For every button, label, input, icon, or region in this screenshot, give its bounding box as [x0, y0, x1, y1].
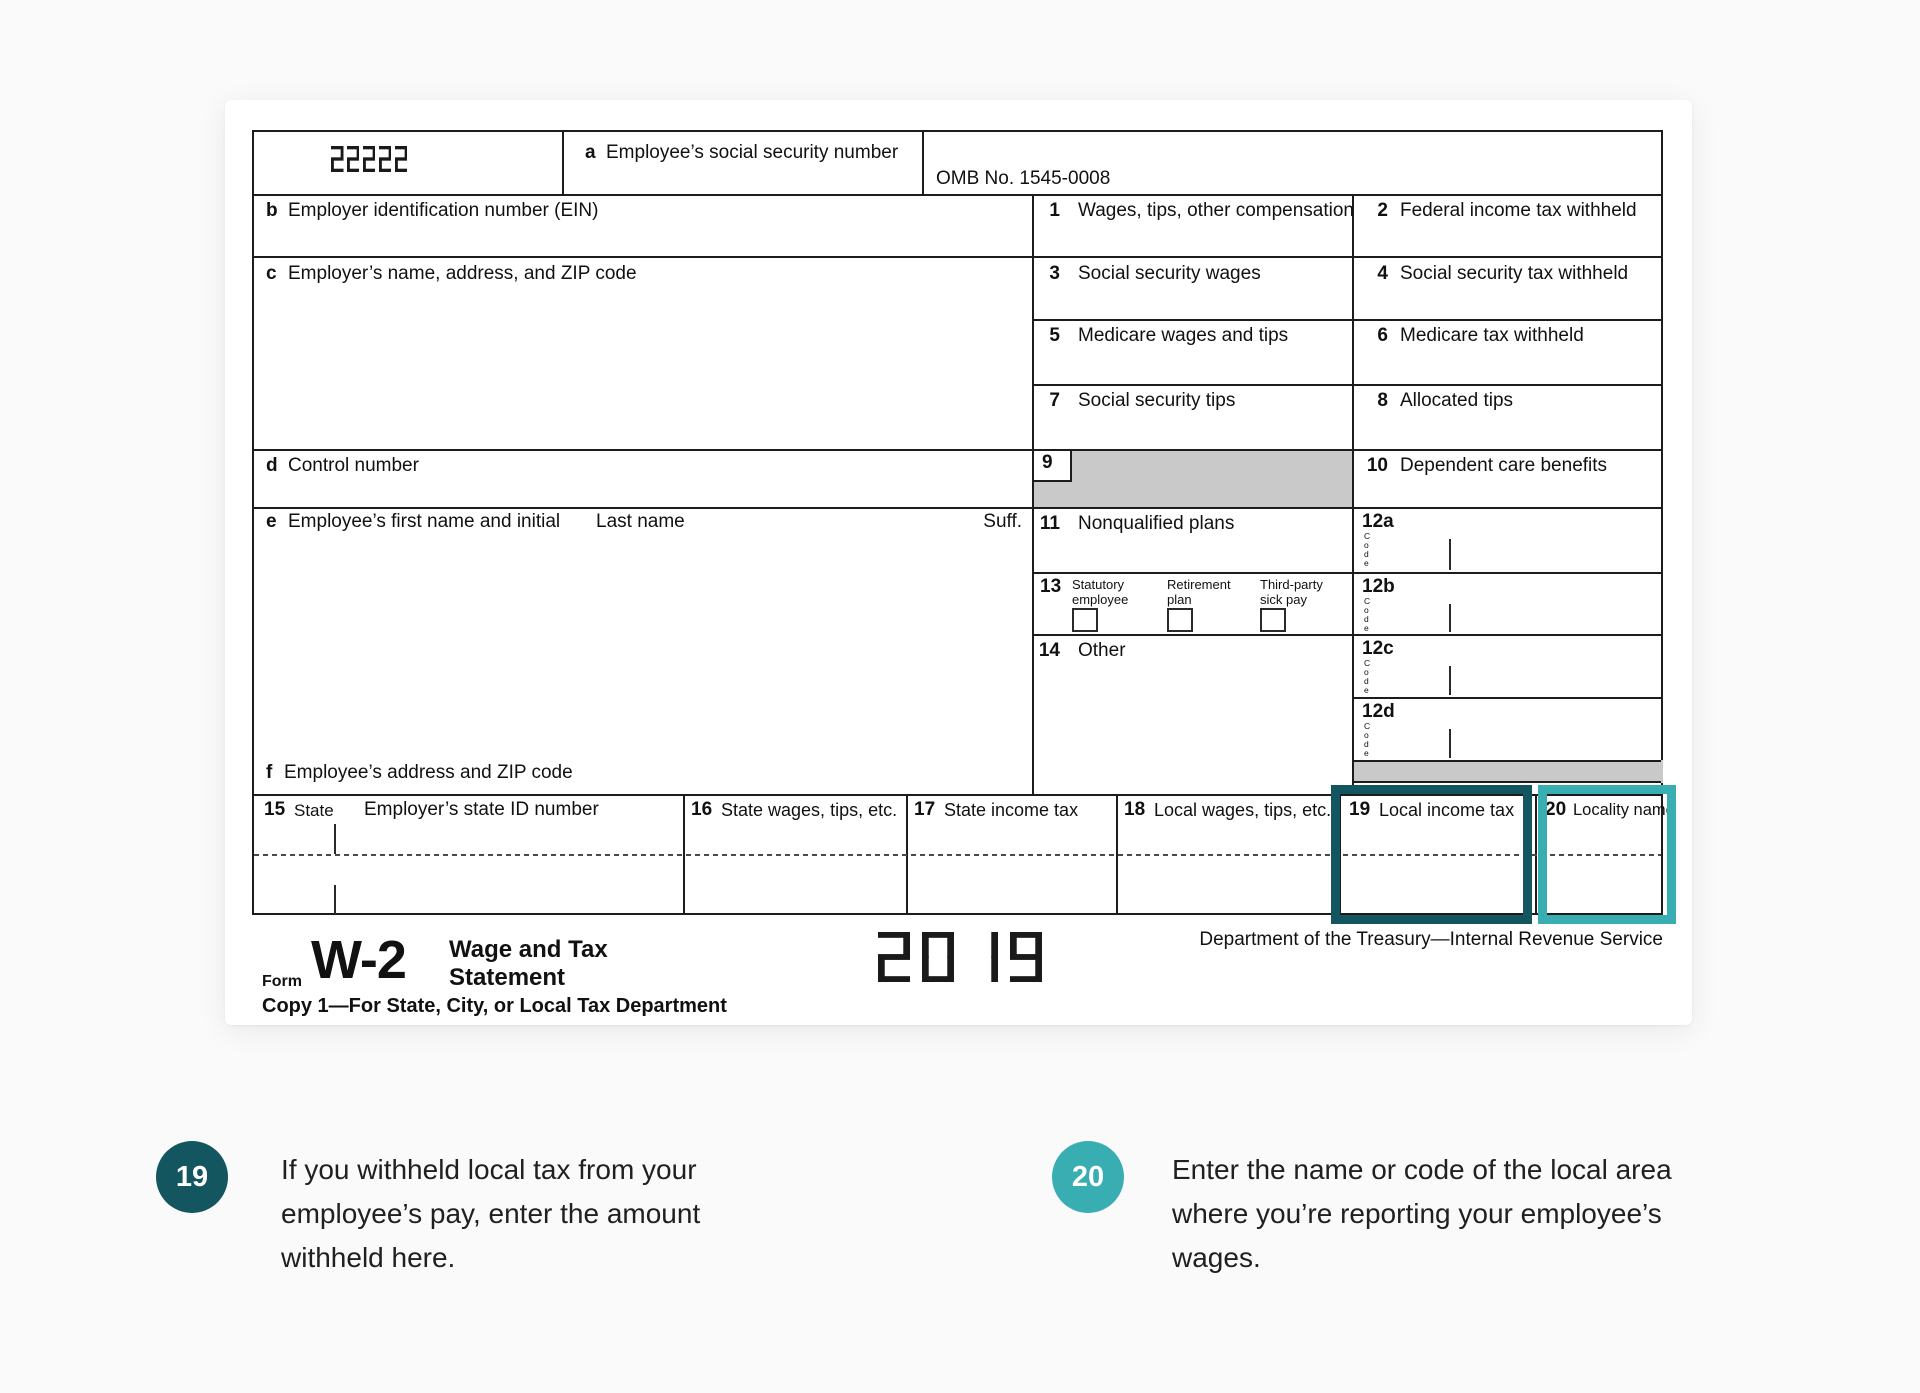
box-20-label: Locality name: [1573, 801, 1675, 819]
grid-line: [1032, 634, 1661, 636]
box-e-last-name-label: Last name: [596, 511, 685, 532]
box-12c-code-label: Code: [1364, 658, 1371, 695]
box-b-letter: b: [266, 200, 278, 221]
box-12c-divider-tick: [1449, 666, 1451, 695]
seg-digit: [363, 146, 376, 172]
annotation-20-circle: [1052, 1141, 1124, 1213]
retirement-plan-checkbox: [1167, 608, 1193, 632]
box-9-number: 9: [1032, 449, 1072, 482]
box-10-number: 10: [1366, 455, 1388, 476]
box-18-number: 18: [1124, 799, 1146, 820]
form-name-w2: W-2: [311, 930, 406, 990]
box-17-label: State income tax: [944, 800, 1079, 820]
box-13-retirement-plan-label: Retirement plan: [1167, 577, 1231, 607]
annotation-20-line3: wages.: [1172, 1242, 1261, 1273]
box-2-number: 2: [1377, 200, 1388, 221]
seg-digit: [331, 146, 344, 172]
grid-line: [254, 256, 1661, 258]
box-19-highlight: [1331, 785, 1532, 924]
seg-digit: [966, 932, 998, 982]
grid-line: [1032, 194, 1034, 794]
grid-line: [1032, 572, 1661, 574]
box-4-number: 4: [1377, 263, 1388, 284]
box-13-third-party-sick-pay-label: Third-party sick pay: [1260, 577, 1323, 607]
box-12c-number: 12c: [1362, 638, 1394, 659]
box-18-label: Local wages, tips, etc.: [1154, 800, 1332, 820]
annotation-20-line2: where you’re reporting your employee’s: [1172, 1198, 1662, 1229]
statutory-employee-checkbox: [1072, 608, 1098, 632]
box-7-label: Social security tips: [1078, 390, 1236, 411]
annotation-19-text: [281, 1148, 700, 1280]
copy-line: Copy 1—For State, City, or Local Tax Department: [262, 995, 727, 1017]
annotation-19-line2: employee’s pay, enter the amount: [281, 1198, 701, 1229]
annotation-19-circle: [156, 1141, 228, 1213]
box-a-letter: a: [585, 142, 596, 163]
grid-line: [922, 132, 924, 194]
box-19-number: 19: [1349, 799, 1371, 820]
shaded-strip: [1352, 760, 1663, 783]
form-title-line2: Statement: [449, 964, 566, 991]
box-14-number: 14: [1038, 640, 1060, 661]
grid-line: [562, 132, 564, 194]
seg-digit: [347, 146, 360, 172]
box-c-letter: c: [266, 263, 277, 284]
box-10-label: Dependent care benefits: [1400, 455, 1608, 476]
box-12d-divider-tick: [1449, 729, 1451, 758]
seg-digit: [878, 932, 910, 982]
control-code-22222: [331, 146, 407, 172]
box-6-label: Medicare tax withheld: [1400, 325, 1584, 346]
box-d-letter: d: [266, 455, 278, 476]
box-15-state-divider-tick: [334, 885, 336, 914]
annotation-20-circle-number: 20: [1071, 1160, 1105, 1193]
annotation-20-line1: Enter the name or code of the local area: [1172, 1154, 1672, 1185]
box-2-label: Federal income tax withheld: [1400, 200, 1637, 221]
box-f-label: Employee’s address and ZIP code: [284, 762, 573, 783]
seg-digit: [379, 146, 392, 172]
box-19-label: Local income tax: [1379, 800, 1515, 820]
grid-line: [1352, 194, 1354, 794]
box-12b-divider-tick: [1449, 604, 1451, 632]
box-13-statutory-employee-label: Statutory employee: [1072, 577, 1129, 607]
box-d-label: Control number: [288, 455, 419, 476]
seg-digit: [395, 146, 408, 172]
box-8-number: 8: [1377, 390, 1388, 411]
box-e-suffix-label: Suff.: [983, 511, 1022, 532]
box-14-label: Other: [1078, 640, 1126, 661]
box-11-label: Nonqualified plans: [1078, 513, 1235, 534]
grid-line: [1032, 319, 1661, 321]
box-8-label: Allocated tips: [1400, 390, 1514, 411]
box-a-label: Employee’s social security number: [606, 142, 899, 163]
box-15-number: 15: [264, 799, 286, 820]
omb-number: OMB No. 1545-0008: [936, 168, 1111, 189]
grid-line: [254, 449, 1661, 451]
box-1-label: Wages, tips, other compensation: [1078, 200, 1354, 221]
box-3-number: 3: [1049, 263, 1060, 284]
box-1-number: 1: [1049, 200, 1060, 221]
box-e-letter: e: [266, 511, 277, 532]
annotation-19-line1: If you withheld local tax from your: [281, 1154, 697, 1185]
box-15-employer-state-id-label: Employer’s state ID number: [364, 799, 599, 820]
box-12a-number: 12a: [1362, 511, 1394, 532]
box-16-number: 16: [691, 799, 713, 820]
box-12a-divider-tick: [1449, 539, 1451, 570]
box-20-highlight: [1538, 785, 1676, 924]
box-6-number: 6: [1377, 325, 1388, 346]
box-c-label: Employer’s name, address, and ZIP code: [288, 263, 637, 284]
seg-digit: [922, 932, 954, 982]
annotation-20-text: [1172, 1148, 1672, 1280]
form-word: Form: [262, 973, 302, 990]
box-15-state-divider-tick: [334, 824, 336, 854]
department-line: Department of the Treasury—Internal Revenue Service: [1199, 929, 1663, 950]
box-7-number: 7: [1049, 390, 1060, 411]
box-12d-code-label: Code: [1364, 721, 1371, 758]
box-11-number: 11: [1039, 513, 1060, 534]
box-16-label: State wages, tips, etc.: [721, 800, 898, 820]
box-20-number: 20: [1545, 799, 1567, 820]
form-year-2019: [878, 932, 1042, 982]
grid-line: [1352, 760, 1661, 762]
box-12b-code-label: Code: [1364, 596, 1371, 633]
box-13-number: 13: [1040, 576, 1062, 597]
box-b-label: Employer identification number (EIN): [288, 200, 599, 221]
seg-digit: [1010, 932, 1042, 982]
box-4-label: Social security tax withheld: [1400, 263, 1629, 284]
box-17-number: 17: [914, 799, 936, 820]
annotation-19-circle-number: 19: [175, 1160, 209, 1193]
box-e-label: Employee’s first name and initial: [288, 511, 561, 532]
box-15-state-label: State: [294, 801, 334, 820]
grid-line: [1352, 697, 1661, 699]
form-title-line1: Wage and Tax: [449, 936, 608, 963]
annotation-19-line3: withheld here.: [281, 1242, 456, 1273]
box-5-number: 5: [1049, 325, 1060, 346]
w2-form-table: [252, 130, 1675, 915]
third-party-sick-pay-checkbox: [1260, 608, 1286, 632]
grid-line: [1032, 384, 1661, 386]
grid-line: [1352, 781, 1661, 783]
box-12d-number: 12d: [1362, 701, 1395, 722]
box-5-label: Medicare wages and tips: [1078, 325, 1289, 346]
grid-line: [254, 507, 1661, 509]
box-3-label: Social security wages: [1078, 263, 1261, 284]
box-12a-code-label: Code: [1364, 531, 1371, 568]
box-9-shaded-area: [1032, 449, 1354, 507]
box-12b-number: 12b: [1362, 576, 1395, 597]
box-f-letter: f: [266, 762, 273, 783]
grid-line: [254, 194, 1661, 196]
